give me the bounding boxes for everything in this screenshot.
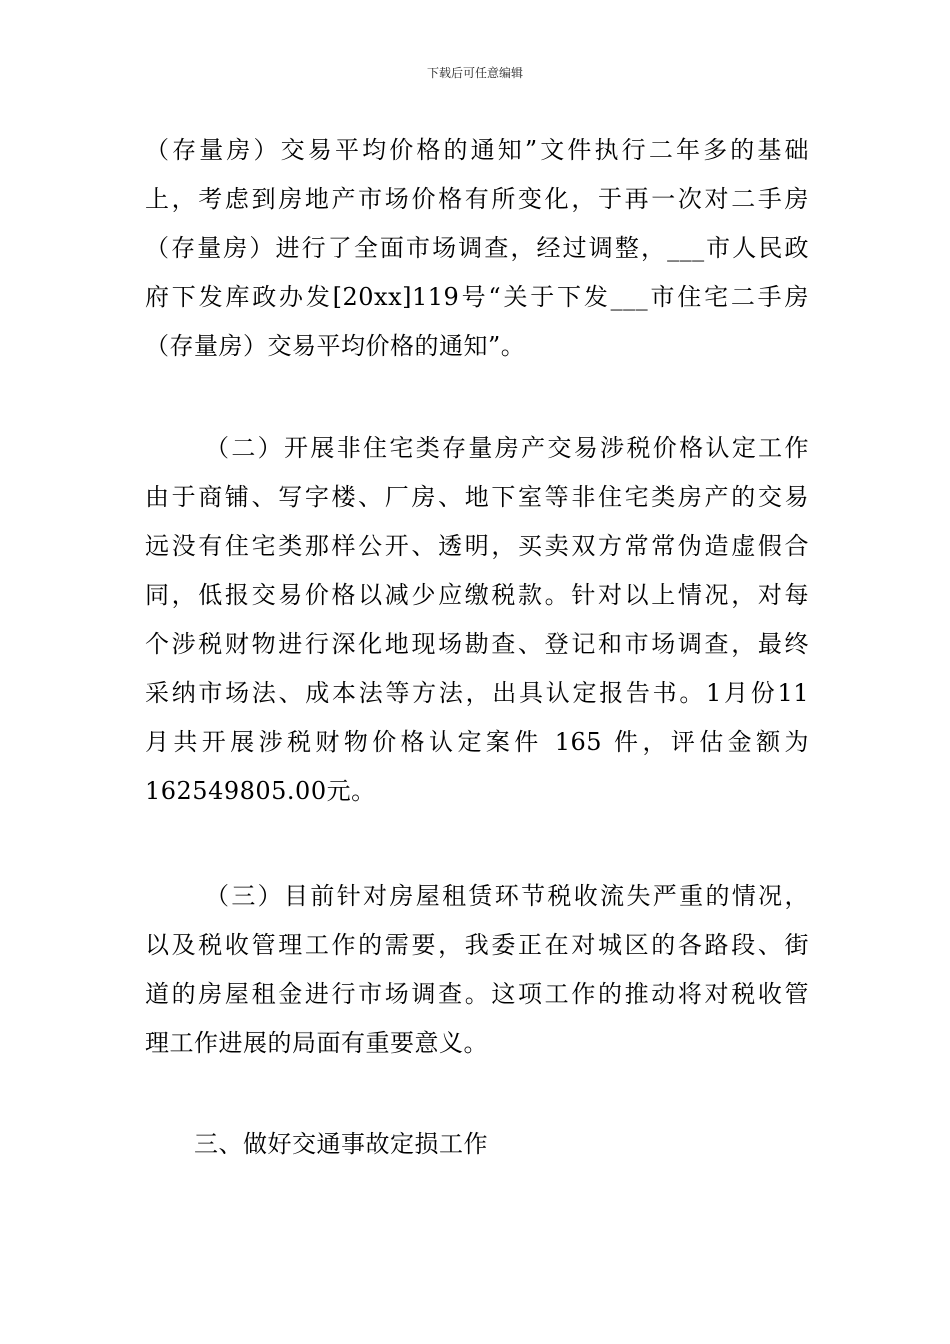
text-line: （存量房）进行了全面市场调查，经过调整，___市人民政 (145, 234, 809, 262)
text-line: （三）目前针对房屋租赁环节税收流失严重的情况， (205, 882, 809, 910)
text-line: （存量房）交易平均价格的通知”。 (145, 332, 526, 360)
section-heading: 三、做好交通事故定损工作 (194, 1130, 488, 1158)
text-line: 以及税收管理工作的需要，我委正在对城区的各路段、街 (145, 931, 809, 959)
text-line: 道的房屋租金进行市场调查。这项工作的推动将对税收管 (145, 980, 809, 1008)
text-line: 162549805.00元。 (145, 777, 376, 805)
paragraph-3 (145, 872, 809, 1068)
text-line: 个涉税财物进行深化地现场勘查、登记和市场调查，最终 (145, 630, 809, 658)
text-line: 理工作进展的局面有重要意义。 (145, 1029, 488, 1057)
text-line: 上，考虑到房地产市场价格有所变化，于再一次对二手房 (145, 185, 809, 213)
paragraph-2 (145, 424, 809, 816)
text-line: 月共开展涉税财物价格认定案件 165 件，评估金额为 (145, 728, 809, 756)
text-line: 由于商铺、写字楼、厂房、地下室等非住宅类房产的交易 (145, 483, 809, 511)
text-line: （存量房）交易平均价格的通知”文件执行二年多的基础 (145, 136, 809, 164)
text-line: 府下发库政办发[20xx]119号“关于下发___市住宅二手房 (145, 283, 809, 311)
paragraph-1 (145, 126, 809, 371)
text-line: 远没有住宅类那样公开、透明，买卖双方常常伪造虚假合 (145, 532, 809, 560)
page-header: 下载后可任意编辑 (426, 66, 523, 80)
text-line: （二）开展非住宅类存量房产交易涉税价格认定工作 (205, 434, 809, 462)
text-line: 采纳市场法、成本法等方法，出具认定报告书。1月份11 (145, 679, 809, 707)
text-line: 同，低报交易价格以减少应缴税款。针对以上情况，对每 (145, 581, 809, 609)
